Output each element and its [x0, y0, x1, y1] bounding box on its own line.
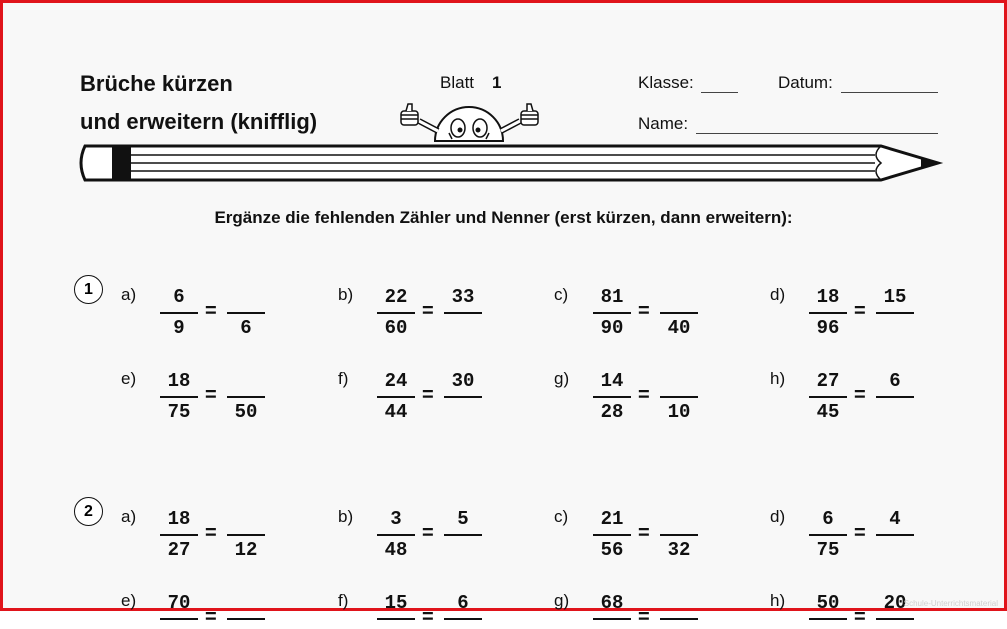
given-fraction-bar — [809, 618, 847, 620]
problem-label: h) — [770, 591, 786, 610]
section-number-badge: 2 — [74, 497, 103, 526]
given-numerator: 6 — [822, 508, 834, 530]
answer-numerator: 30 — [451, 370, 475, 392]
problem-label: e) — [121, 591, 137, 610]
mascot-face-icon — [435, 107, 503, 141]
name-label: Name: — [638, 114, 689, 133]
given-denominator: 56 — [600, 539, 624, 561]
answer-denominator: 50 — [234, 401, 258, 423]
thumbs-up-right-icon — [501, 104, 538, 131]
given-numerator: 3 — [390, 508, 402, 530]
given-denominator: 75 — [167, 401, 191, 423]
given-numerator: 27 — [816, 370, 840, 392]
problem-label: f) — [338, 369, 349, 388]
answer-fraction-bar — [227, 618, 265, 620]
answer-denominator: 40 — [667, 317, 691, 339]
given-fraction-bar — [377, 534, 415, 536]
given-denominator: 90 — [600, 317, 624, 339]
answer-numerator: 15 — [883, 286, 907, 308]
klasse-label: Klasse: — [638, 73, 694, 92]
equals-sign: = — [422, 300, 434, 322]
given-fraction-bar — [593, 312, 631, 314]
given-numerator: 50 — [816, 592, 840, 614]
given-fraction-bar — [160, 534, 198, 536]
equals-sign: = — [205, 522, 217, 544]
given-numerator: 18 — [167, 508, 191, 530]
given-fraction-bar — [377, 396, 415, 398]
answer-denominator: 10 — [667, 401, 691, 423]
problem-label: a) — [121, 285, 137, 304]
answer-fraction-bar — [876, 312, 914, 314]
answer-fraction-bar — [444, 396, 482, 398]
given-denominator: 75 — [816, 539, 840, 561]
given-fraction-bar — [377, 618, 415, 620]
given-fraction-bar — [809, 312, 847, 314]
given-numerator: 6 — [173, 286, 185, 308]
equals-sign: = — [638, 384, 650, 406]
blatt-label: Blatt — [440, 73, 475, 92]
problem-label: c) — [554, 507, 569, 526]
datum-label: Datum: — [778, 73, 833, 92]
given-fraction-bar — [160, 396, 198, 398]
equals-sign: = — [854, 606, 866, 628]
problem-label: g) — [554, 591, 570, 610]
given-numerator: 68 — [600, 592, 624, 614]
problem-label: h) — [770, 369, 786, 388]
given-denominator: 9 — [173, 317, 185, 339]
answer-denominator: 32 — [667, 539, 691, 561]
answer-denominator: 6 — [240, 317, 252, 339]
instruction-text: Ergänze die fehlenden Zähler und Nenner (erst kürzen, dann erweitern): — [214, 208, 793, 227]
problem-label: d) — [770, 507, 786, 526]
equals-sign: = — [422, 384, 434, 406]
answer-fraction-bar — [660, 312, 698, 314]
given-fraction-bar — [809, 396, 847, 398]
equals-sign: = — [422, 522, 434, 544]
equals-sign: = — [205, 300, 217, 322]
answer-fraction-bar — [660, 396, 698, 398]
equals-sign: = — [205, 384, 217, 406]
given-denominator: 44 — [384, 401, 408, 423]
problem-label: a) — [121, 507, 137, 526]
problem-label: b) — [338, 285, 354, 304]
problem-label: b) — [338, 507, 354, 526]
answer-fraction-bar — [227, 396, 265, 398]
problem-label: f) — [338, 591, 349, 610]
watermark: Schule-Unterrichtsmaterial — [903, 599, 998, 608]
answer-fraction-bar — [444, 534, 482, 536]
given-numerator: 18 — [167, 370, 191, 392]
given-numerator: 81 — [600, 286, 624, 308]
given-fraction-bar — [377, 312, 415, 314]
given-denominator: 96 — [816, 317, 840, 339]
answer-numerator: 33 — [451, 286, 475, 308]
equals-sign: = — [854, 300, 866, 322]
answer-fraction-bar — [444, 618, 482, 620]
given-denominator: 28 — [600, 401, 624, 423]
given-denominator: 27 — [167, 539, 191, 561]
worksheet-title-line-1: Brüche kürzen — [80, 71, 233, 96]
equals-sign: = — [638, 522, 650, 544]
worksheet-title-line-2: und erweitern (knifflig) — [80, 109, 318, 134]
given-fraction-bar — [593, 534, 631, 536]
equals-sign: = — [638, 606, 650, 628]
pencil-icon — [81, 146, 938, 180]
given-fraction-bar — [593, 618, 631, 620]
answer-denominator: 12 — [234, 539, 258, 561]
given-denominator: 60 — [384, 317, 408, 339]
given-numerator: 14 — [600, 370, 624, 392]
answer-numerator: 6 — [457, 592, 469, 614]
pencil-mascot-illustration — [3, 3, 1004, 193]
given-fraction-bar — [809, 534, 847, 536]
given-numerator: 18 — [816, 286, 840, 308]
thumbs-up-left-icon — [401, 104, 438, 131]
given-numerator: 15 — [384, 592, 408, 614]
blatt-number: 1 — [492, 73, 502, 92]
given-fraction-bar — [593, 396, 631, 398]
equals-sign: = — [422, 606, 434, 628]
equals-sign: = — [205, 606, 217, 628]
equals-sign: = — [638, 300, 650, 322]
given-denominator: 48 — [384, 539, 408, 561]
answer-numerator: 4 — [889, 508, 901, 530]
answer-fraction-bar — [876, 534, 914, 536]
answer-numerator: 5 — [457, 508, 469, 530]
equals-sign: = — [854, 384, 866, 406]
answer-numerator: 20 — [883, 592, 907, 614]
equals-sign: = — [854, 522, 866, 544]
answer-fraction-bar — [227, 312, 265, 314]
given-numerator: 21 — [600, 508, 624, 530]
answer-fraction-bar — [876, 618, 914, 620]
problem-label: d) — [770, 285, 786, 304]
answer-fraction-bar — [660, 534, 698, 536]
problem-label: e) — [121, 369, 137, 388]
given-numerator: 24 — [384, 370, 408, 392]
answer-fraction-bar — [660, 618, 698, 620]
given-numerator: 22 — [384, 286, 408, 308]
problem-label: c) — [554, 285, 569, 304]
given-denominator: 45 — [816, 401, 840, 423]
problem-label: g) — [554, 369, 570, 388]
answer-fraction-bar — [227, 534, 265, 536]
answer-fraction-bar — [876, 396, 914, 398]
section-number-badge: 1 — [74, 275, 103, 304]
answer-numerator: 6 — [889, 370, 901, 392]
given-fraction-bar — [160, 618, 198, 620]
given-fraction-bar — [160, 312, 198, 314]
answer-fraction-bar — [444, 312, 482, 314]
given-numerator: 70 — [167, 592, 191, 614]
